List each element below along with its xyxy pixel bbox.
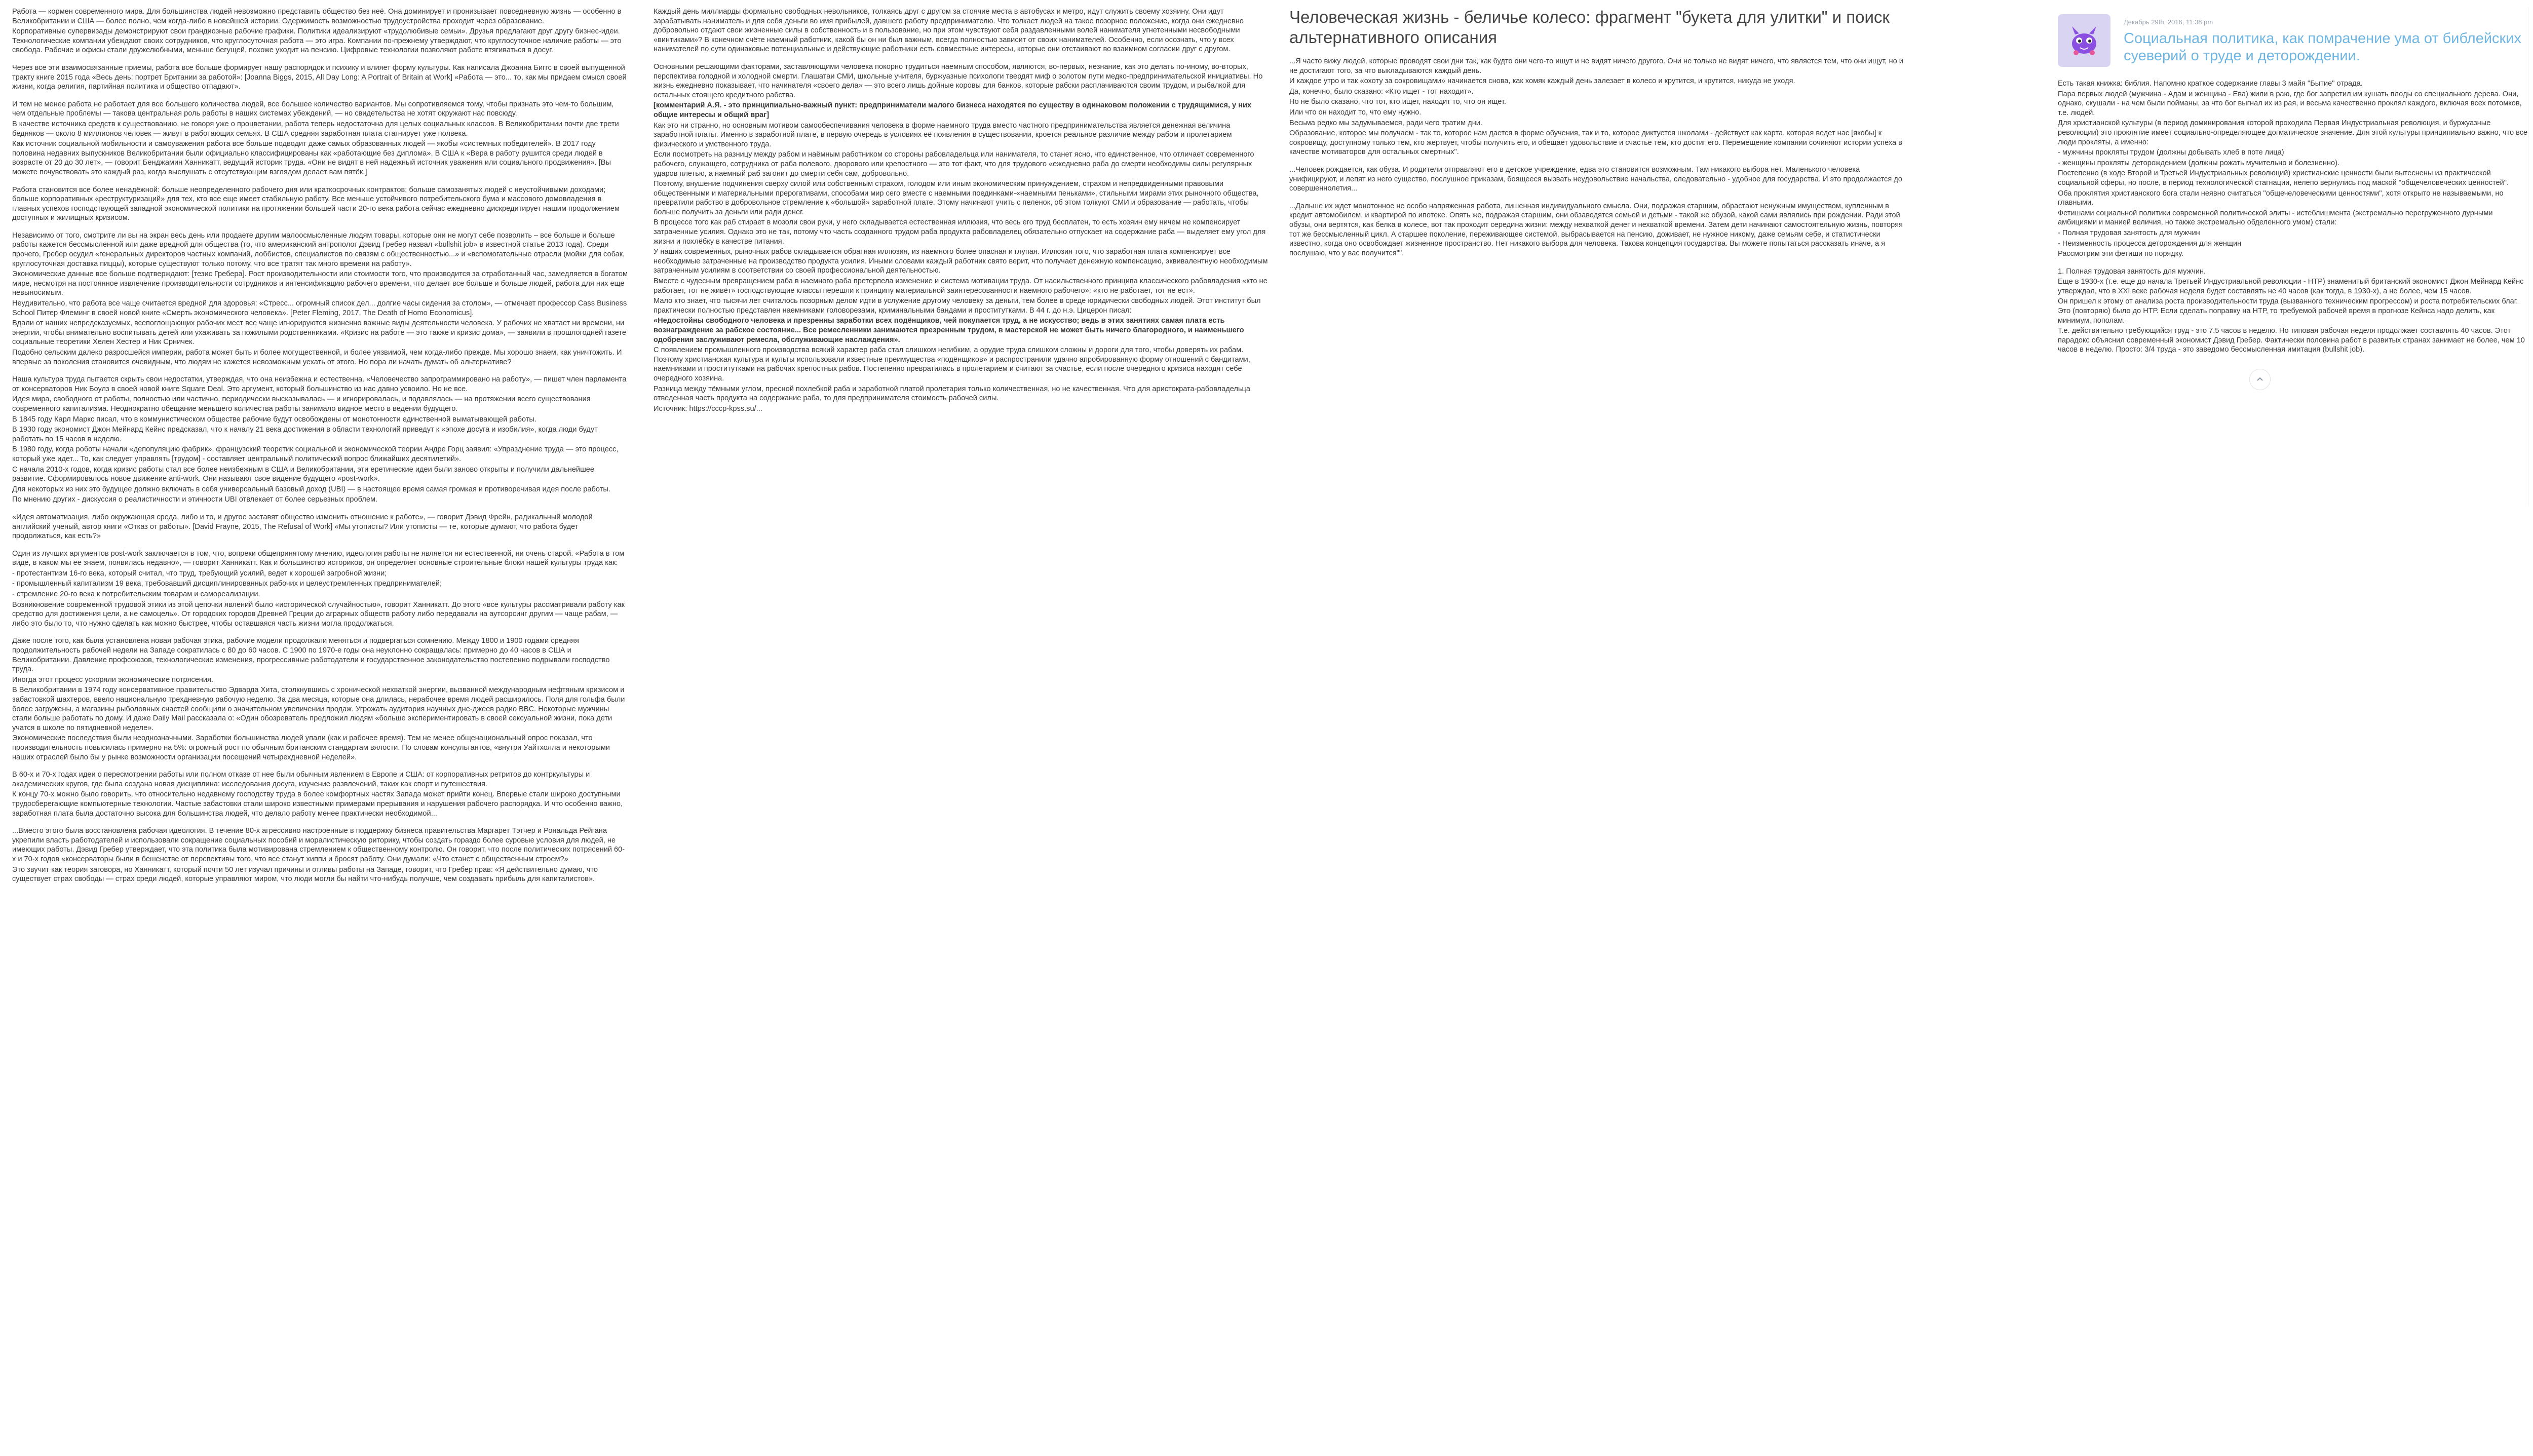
- paragraph: - протестантизм 16-го века, который считал, что труд, требующий усилий, ведет к хорошей загробной жизни;: [12, 569, 387, 578]
- creature-avatar-icon[interactable]: [2058, 14, 2110, 67]
- paragraph: Разница между тёмными углом, пресной похлебкой раба и заработной платой пролетария только количественная, но не качественная. Что для аристократа-рабовладельца отведенная часть продукта на содержание раба, то для предпринимателя стоимость рабочей силы.: [654, 385, 1250, 403]
- paragraph: ...Дальше их ждет монотонное не особо напряженная работа, лишенная индивидуального смысла. Они, подражая старшим, обрастают ненужным имуществом, купленным в кредит автомобилем, и квартирой по ипотеке. Опять же, подражая старшим, они обзаводятся семьей и детьми - такой же обузой, какой сами являлись при рождении. Ради этой обузы, они вертятся, как белка в колесе, вот так проходит середина жизни: между нехваткой денег и нехваткой времени. Затем дети начинают самостоятельную жизнь, повторяя тот же бессмысленный цикл. А старшее поколение, переживающее системой, выбрасывается на пенсию, доживает, не нужное никому, даже семьям себе, и статистически известно, когда оно освобождает жизненное пространство. Нет никакого выбора для человека. Такова концепция государства. Вы можете попытаться рассказать иначе, а я послушаю, что у вас получится"".: [1289, 202, 1903, 257]
- paragraph: ...Вместо этого была восстановлена рабочая идеология. В течение 80-х агрессивно настроенные в поддержку бизнеса правительства Маргарет Тэтчер и Рональда Рейгана укрепили власть работодателей и использовали сокращение социальных пособий и моралистическую риторику, чтобы создать гораздо более суровые условия для людей, не имеющих работы. Дэвид Гребер утверждает, что эта политика была мотивирована стремлением к общественному контролю. Он говорит, что после политических потрясений 60-х и 70-х годов «консерваторы были в бешенстве от перспективы того, что все станут хиппи и бросят работу. Они думали: «Что станет с общественным строем?»: [12, 827, 625, 863]
- paragraph: Возникновение современной трудовой этики из этой цепочки явлений было «исторической случайностью», говорит Ханникатт. До этого «все культуры рассматривали работу как средство для достижения цели, а не самоцель». От городских городов Древней Греции до аграрных обществ работу либо передавали на аутсорсинг другим — чаще рабам, — либо это было то, что нужно сделать как можно быстрее, чтобы оставшаяся часть жизни могла продолжаться.: [12, 600, 625, 628]
- paragraph: Через все эти взаимосвязанные приемы, работа все больше формирует нашу распорядок и психику и влияет форму культуры. Как написала Джоанна Биггс в своей выпущенной тракту книге 2015 года «Весь день: портрет Британии за работой»: [Joanna Biggs, 2015, All Day Long: A Portrait of Britain at Work] «Работа — это... то, как мы придаем смысл своей жизни, когда религия, партийная политика и общество отпадают».: [12, 63, 627, 91]
- paragraph: Независимо от того, смотрите ли вы на экран весь день или продаете другим малоосмысленные людям товары, которые они не могут себе позволить – все больше и больше работы кажется бессмысленной или даже вредной для общества (то, что американский антрополог Дэвид Гребер назвал «bullshit job» в известной статье 2013 года). Среди прочего, Гребер осудил «генеральных директоров частных компаний, лоббистов, специалистов по связям с общественностью...» и «вспомогательные отрасли (мойки для собак, круглосуточная доставка пиццы), которые существуют только потому, что все тратят так много времени на работу».: [12, 231, 625, 268]
- paragraph: ...Я часто вижу людей, которые проводят свои дни так, как будто они чего-то ищут и не видят ничего другого. Они не только не видят ничего, что является тем, что они ищут, но и не достигают того, за что выкладываются каждый день.: [1289, 57, 1903, 75]
- paragraph: Для некоторых из них это будущее должно включать в себя универсальный базовый доход (UBI) — в настоящее время самая громкая и противоречивая идея после работы.: [12, 485, 610, 493]
- paragraph: Наша культура труда пытается скрыть свои недостатки, утверждая, что она неизбежна и естественна. «Человечество запрограммировано на работу», — пишет член парламента от консерваторов Ник Боулз в своей новой книге Square Deal. Это аргумент, который большинство из нас давно усвоило. Но не все.: [12, 375, 627, 393]
- post-date: Декабрь 29th, 2016, 11:38 pm: [2124, 18, 2213, 26]
- paragraph: В 60-х и 70-х годах идеи о пересмотрении работы или полном отказе от нее были обычным явлением в Европе и США: от корпоративных ретритов до контркультуры и академических кругов, где была создана новая дисциплина: исследования досуга, изучение развлечений, таких как спорт и путешествия.: [12, 771, 590, 788]
- paragraph: Корпоративные супервизады демонстрируют свои грандиозные рабочие графики. Политики идеализируют «трудолюбивые семьи». Друзья предлагают друг другу бизнес-идеи. Технологические компании убеждают своих сотрудников, что круглосуточная работа — это игра. Компании по-прежнему утверждают, что круглосуточное наличие работы — это свобода. Рабочие и офисы стали дружелюбными, меньше бегущей, похоже уходит на пенсию. Цифровые технологии позволяют работе втягиваться в досуг.: [12, 27, 622, 55]
- paragraph: [комментарий А.Я. - это принципиально-важный пункт: предприниматели малого бизнеса находятся по существу в одинаковом положении с трудящимися, у них общие интересы и общий враг]: [654, 101, 1252, 119]
- paragraph: Да, конечно, было сказано: «Кто ищет - тот находит».: [1289, 87, 1474, 96]
- paragraph: В 1980 году, когда роботы начали «депопуляцию фабрик», французский теоретик социальной и экономической теории Андре Горц заявил: «Упразднение труда — это процесс, который уже идет... То, как следует управлять [трудом] - составляет центральный политический вопрос ближайших десятилетий».: [12, 445, 619, 463]
- paragraph: Неудивительно, что работа все чаще считается вредной для здоровья: «Стресс... огромный список дел... долгие часы сидения за столом», — отмечает профессор Cass Business School Питер Флеминг в своей новой книге «Смерть экономического человека». [Peter Fleming, 2017, The Death of Homo Economicus].: [12, 299, 627, 317]
- paragraph: «Идея автоматизация, либо окружающая среда, либо и то, и другое заставят общество изменить отношение к работе», — говорит Дэвид Фрейн, радикальный молодой английский ученый, автор книги «Отказ от работы». [David Frayne, 2015, The Refusal of Work] «Мы утописты? Или утописты — те, которые думают, что работа будет продолжаться, как есть?»: [12, 513, 593, 541]
- paragraph: Есть такая книжка: библия. Напомню краткое содержание главы 3 майя "Бытие" отрада.: [2058, 80, 2363, 88]
- paragraph: И тем не менее работа не работает для все большего количества людей, все большее количество вариантов. Мы сопротивляемся тому, чтобы признать это чем-то большим, чем отдельные проблемы — такова центральная роль работы в наших системах убеждений, — но свидетельства не хотят окружают нас повсюду.: [12, 100, 614, 118]
- paragraph: Пара первых людей (мужчина - Адам и женщина - Ева) жили в раю, где бог запретил им кушать плоды со специального дерева. Они, однако, скушали - на чем были пойманы, за что бог выгнал их из рая, и весьма качественно проклял каждого, включая всех потомков, т.е. людей.: [2058, 90, 2522, 117]
- paragraph: К концу 70-х можно было говорить, что относительно недавнему господству труда в более комфортных частях Запада может прийти конец. Впервые стали широко доступными трудосберегающие компьютерные технологии. Частые забастовки стали широко известными примерами прерывания и нарушения рабочего распорядка. И что особенно важно, заработная плата была достаточно высока для большинства людей, что делало работу менее практически необходимой...: [12, 790, 623, 818]
- paragraph: - Полная трудовая занятость для мужчин: [2058, 228, 2200, 237]
- paragraph: Или что он находит то, что ему нужно.: [1289, 108, 1422, 117]
- paragraph: Если посмотреть на разницу между рабом и наёмным работником со стороны рабовладельца или нанимателя, то станет ясно, что единственное, что отличает современного рабочего, служащего, сотрудника от раба полевого, дворового или крепостного — это тот факт, что для трудового «ежедневно раба до смерти необходимы силы регулярных ударов плетью, а наемный раб загонит до смерти себя сам, добровольно.: [654, 150, 1254, 178]
- paragraph: Вдали от наших непредсказуемых, всепоглощающих рабочих мест все чаще игнорируются жизненно важные виды деятельности человека. У рабочих не хватает ни времени, ни энергии, чтобы внимательно воспитывать детей или ухаживать за пожилыми родственниками. «Кризис на работе — это также и кризис дома», — заявили в прошлогодней газете социальные теоретики Хелен Хестер и Ник Срничек.: [12, 319, 627, 347]
- paragraph: - стремление 20-го века к потребительским товарам и самореализации.: [12, 590, 260, 599]
- paragraph: Еще в 1930-х (т.е. еще до начала Третьей Индустриальной революции - НТР) знаменитый британский экономист Джон Мейнард Кейнс утверждал, что в XXI веке рабочая неделя будет составлять не 40 часов (как тогда, в 1930-х), а не более, чем 15 часов.: [2058, 278, 2524, 295]
- column-article-1: [12, 7, 628, 1441]
- paragraph: Основными решающими факторами, заставляющими человека покорно трудиться наемным способом, являются, во-первых, незнание, как это делать по-иному, во-вторых, перспектива голодной и холодной смерти. Глашатаи СМИ, школьные учителя, буржуазные психологи твердят миф о золотом пути медко-предпринимательской инициативы. Но жизнь ежедневно показывает, что начинателя «своего дела» — это всего лишь дойные коровы для банков, которые рабски расплачиваются своим трудом, и рыбалкой для остальных стоящего кредитного рабства.: [654, 62, 1263, 99]
- post-meta: [2124, 14, 2528, 64]
- paragraph: Он пришел к этому от анализа роста производительности труда (вызванного техническим прогрессом) и роста потребительских благ. Это (повторяю) было до НТР. Если сделать поправку на НТР, то требуемой рабочей время в прогнозе Кейнса надо делить, как минимум, пополам.: [2058, 297, 2518, 325]
- paragraph: - промышленный капитализм 19 века, требовавший дисциплинированных рабочих и целеустремленных предпринимателей;: [12, 580, 442, 588]
- post-header: [2058, 14, 2528, 67]
- paragraph: Т.е. действительно требующийся труд - это 7.5 часов в неделю. Но типовая рабочая неделя продолжает составлять 40 часов. Этот парадокс объяснил современный экономист Дэвид Гребер. Фактически половина работ в развитых странах занимает не более, чем 10 часов в неделю. Просто: 3/4 труда - это заведомо бессмысленная имитация (bullshit job).: [2058, 327, 2525, 354]
- chevron-up-icon[interactable]: [2249, 369, 2271, 390]
- paragraph: В 1930 году экономист Джон Мейнард Кейнс предсказал, что к началу 21 века достижения в области технологий приведут к «эпохе досуга и изобилия», когда люди будут работать по 15 часов в неделю.: [12, 426, 598, 443]
- paragraph: Образование, которое мы получаем - так то, которое нам дается в форме обучения, так и то, которое диктуется школами - действует как карта, которая ведет нас [якобы] к сокровищу, доступному только тем, кто жертвует, чтобы получить его, и обещает удовольствие и счастье тем, кто достиг его. Перемещение компании сочиняют истории успеха в качестве мотиваторов для остальных смертных".: [1289, 129, 1902, 157]
- paragraph: Один из лучших аргументов post-work заключается в том, что, вопреки общепринятому мнению, идеология работы не является ни естественной, ни очень старой. «Работа в том виде, в каком мы ее знаем, появилась недавно», — говорит Ханникатт. Как и большинство историков, он определяет основные строительные блоки нашей культуры труда как:: [12, 549, 625, 567]
- paragraph: Экономические последствия были неоднозначными. Заработки большинства людей упали (как и рабочее время). Тем не менее общенациональный опрос показал, что производительность повысилась примерно на 5%: огромный рост по обычным британским стандартам вялости. По словам консультантов, «внутри Уайтхолла и некоторыми наших отраслей было бы у рынке возможности организации посещений четырехдневной неделей».: [12, 734, 610, 761]
- paragraph: В процессе того как раб стирает в мозоли свои руки, у него складывается естественная иллюзия, что весь его труд бесплатен, то есть хозяин ему ничем не компенсирует затраченные усилия. Однако это не так, потому что часть созданного трудом раба продукта рабовладелец обязательно отпускает на содержание раба — выделяет ему угол для жизни и похлёбку в качестве питания.: [654, 218, 1266, 246]
- paragraph: Фетишами социальной политики современной политической элиты - истеблишмента (экстремально перегруженного дурными амбициями и манией величия, но также экстремально обделенного умом) стали:: [2058, 209, 2493, 227]
- paragraph: Для христианской культуры (в период доминирования которой проходила Первая Индустриальная революция, и буржуазные революции) это проклятие имеет социально-определяющее догматическое значение. Для этой культуры принципиально важно, что все люди прокляты, а именно:: [2058, 119, 2528, 146]
- article-body: [1289, 57, 1907, 258]
- paragraph: Как источник социальной мобильности и самоуважения работа все больше подводит даже самых образованных людей — якобы «системных победителей». В 2017 году половина недавних выпускников Великобритании были официально классифицированы как «работающие без диплома». В США к «Вера в работу рушится среди людей в возрасте от 20 до 30 лет», — говорит Бенджамин Ханникатт, ведущий историк труда. «Они не видят в ней надежный источник уважения или социального продвижения». [Вы можете почувствовать это каждый раз, когда выслушать с отсутствующим взглядом делает вам пятёк.]: [12, 140, 611, 176]
- post-title[interactable]: Социальная политика, как помрачение ума от библейских суеверий о труде и деторождении.: [2124, 30, 2521, 64]
- paragraph: - Неизменность процесса деторождения для женщин: [2058, 239, 2242, 248]
- paragraph: Мало кто знает, что тысячи лет считалось позорным делом идти в услужение другому человеку за деньги, тем более в среде юридически свободных людей. Этот институт был практически полностью представлен наемниками головорезами, криминальными бандами и проститутками. В 44 г. до н.э. Цицерон писал:: [654, 297, 1261, 315]
- paragraph: - женщины прокляты деторождением (должны рожать мучительно и болезненно).: [2058, 159, 2340, 167]
- paragraph: С появлением промышленного производства всякий характер раба стал слишком негибким, а орудие труда слишком сложны и дороги для того, чтобы доверять их рабам. Поэтому христианская культура и культы использовали известные преимущества «подёнщиков» и распространили удачно апробированную форму отношений с бандитами, наемниками и проститутками на рабочих крепостных рабов. Постепенно превратилась в пролетарием и считают за счастье, если после очередного кризиса находят себе очередного хозяина.: [654, 346, 1250, 382]
- paragraph: Экономические данные все больше подтверждают: [тезис Гребера]. Рост производительности или стоимости того, что производится за отработанный час, замедляется в богатом мире, несмотря на постоянное извлечение производительности сотрудников и интенсификацию рабочего времени, что делает все больше и больше людей, работа для них еще невыносимым.: [12, 270, 628, 297]
- paragraph: Работа — кормен современного мира. Для большинства людей невозможно представить общество без неё. Она доминирует и пронизывает повседневную жизнь — особенно в Великобритании и США — более полно, чем когда-либо в новейшей истории. Одержимость возможностью трудоустройства проходит через образование.: [12, 8, 622, 25]
- paragraph: В качестве источника средств к существованию, не говоря уже о процветании, работа теперь недостаточна для целых социальных классов. В Великобритании почти две трети бедняков — около 8 миллионов человек — живут в работающих семьях. В США средняя заработная плата стагнирует уже полвека.: [12, 120, 619, 138]
- paragraph: Работа становится все более ненадёжной: больше неопределенного рабочего дня или краткосрочных контрактов; больше самозанятых людей с неустойчивыми доходами; больше корпоративных «реструктуризаций» для тех, кто все еще имеет стабильную работу. Все меньше устойчивого потребительского бума и массового домовладения в главных успехов господствующей западной экономической политики на протяжении большей части 20-го века работа сейчас ежедневно дискредитирует нашим продолжением доступных и жилищных кризисом.: [12, 185, 620, 222]
- paragraph: Вместе с чудесным превращением раба в наемного раба претерпела изменение и система мотивации труда. От насильственного принципа классического рабовладения «кто не работает, тот не живёт» господствующие классы перешли к принципу материальной заинтересованности наемного рабочего»: «кто не работает, тот не ест».: [654, 277, 1268, 295]
- paragraph: В Великобритании в 1974 году консервативное правительство Эдварда Хита, столкнувшись с хронической нехваткой энергии, вызванной международным нефтяным кризисом и забастовкой шахтеров, ввело национальную трехдневную рабочую неделю. За два месяца, которые она длилась, нерабочее время людей расширилось. Поля для гольфа были более загружены, а магазины рыболовных снастей сообщили о значительном увеличении продаж. Угрожать аудитория научных дне-джеев радио BBC. Некоторые мужчины стали больше работать по дому. И даже Daily Mail рассказала о: «Один обозреватель предложил людям «больше экспериментировать в своей сексуальной жизни, пока дети учатся в школе по пятидневной неделе».: [12, 686, 625, 732]
- paragraph: И каждое утро и так «охоту за сокровищами» начинается снова, как хомяк каждый день залезает в колесо и крутится, и крутится, никуда не уходя.: [1289, 77, 1795, 86]
- paragraph: Подобно сельским далеко разросшейся империи, работа может быть и более могущественной, и более уязвимой, чем когда-либо прежде. Мы хорошо знаем, как уничтожить. И впервые за поколения становится очевидным, что людям не кажется невозможным уехать от этого. Но пора ли начать думать об альтернативе?: [12, 349, 622, 366]
- paragraph: - мужчины прокляты трудом (должны добывать хлеб в поте лица): [2058, 148, 2284, 157]
- article-title: Человеческая жизнь - беличье колесо: фрагмент "букета для улитки" и поиск альтернативного описания: [1289, 8, 1890, 47]
- paragraph: Иногда этот процесс ускоряли экономические потрясения.: [12, 675, 213, 684]
- paragraph: У наших современных, рыночных рабов складывается обратная иллюзия, из наемного более опасная и глупая. Иллюзия того, что заработная плата компенсирует все необходимые затраченные на производство продукта усилия. Иными словами каждый работник свято верит, что получает денежную компенсацию, эквивалентную необходимым затраченным усилиям в соответствии со своей профессиональной деятельностью.: [654, 248, 1268, 275]
- column-article-3: [1289, 7, 1907, 392]
- paragraph: Каждый день миллиарды формально свободных невольников, толкаясь друг с другом за стоячие места в автобусах и метро, идут служить своему хозяину. Они идут зарабатывать наниматель и для себя деньги во имя прибылей, давшего работу предпринимателю. Что толкает людей на такое позорное положение, когда они ежедневно добровольно отдают свои жизненные силы в собственность и в пользование, но при этом чувствуют себя раздавленными волей нанимателя угнетенными несвободными «винтиками»? В конечном счёте наемный работник, какой бы он ни был важным, всегда полностью зависит от своих нанимателей. Особенно, если осознать, что у всех нанимателей по сути одинаковые потенциальные и действующие работники есть совместные интересы, которые они отстаивают во взаимном согласии друг с другом.: [654, 8, 1244, 54]
- paragraph: Но не было сказано, что тот, кто ищет, находит то, что он ищет.: [1289, 98, 1507, 106]
- paragraph: Рассмотрим эти фетиши по порядку.: [2058, 250, 2184, 258]
- paragraph: В 1845 году Карл Маркс писал, что в коммунистическом обществе рабочие будут освобождены от монотонности единственной выматывающей работы.: [12, 415, 536, 424]
- paragraph: Это звучит как теория заговора, но Ханникатт, который почти 50 лет изучал причины и отливы работы на Западе, говорит, что Гребер прав: «Я действительно думаю, что существует страх свободы — страх среди людей, которые управляют миром, что люди могли бы найти что-нибудь получше, чем создавать прибыль для капиталистов».: [12, 865, 598, 884]
- paragraph: 1. Полная трудовая занятость для мужчин.: [2058, 267, 2206, 276]
- post-body: [2058, 79, 2528, 355]
- paragraph: Идея мира, свободного от работы, полностью или частично, периодически высказывалась — и игнорировалась, и подавлялась — на протяжении всего существования современного капитализма. Неоднократно обещание меньшего количества работы занимало видное место в ведении будущего.: [12, 395, 591, 413]
- paragraph: По мнению других - дискуссия о реалистичности и этичности UBI отвлекает от более серьезных проблем.: [12, 495, 378, 504]
- paragraph: «Недостойны свободного человека и презренны заработки всех подёнщиков, чей покупается труд, а не искусство; ведь в этих занятиях самая плата есть вознаграждение за рабское состояние... Все ремесленники занимаются презренным трудом, в мастерской не может быть ничего благородного, и наименьшего одобрения заслуживают ремесла, обслуживающие наслаждения».: [654, 317, 1244, 344]
- paragraph: Поэтому, внушение подчинения сверху силой или собственным страхом, голодом или иным экономическим принуждением, страхом и непредвиденными правовыми общественными и материальными прерогативами, способами мир сего вместе с наемными поединками-«наемными пеньками», стильными мирами этих рыночного общества, превратили рабство в добровольное стремление к «большой» заработной плате. Этому начинают учить с пеленок, об этом толкуют СМИ и образование — работать, чтобы больше получить за деньги или ради денег.: [654, 180, 1259, 216]
- paragraph: ...Человек рождается, как обуза. И родители отправляют его в детское учреждение, едва это становится возможным. Там никакого выбора нет. Маленького человека унифицируют, и лепят из него существо, послушное приказам, боящееся вызвать неудовольствие начальства, следовательно - удобное для государства. И это продолжается до совершеннолетия...: [1289, 165, 1902, 193]
- paragraph: Даже после того, как была установлена новая рабочая этика, рабочие модели продолжали меняться и подвергаться сомнению. Между 1800 и 1900 годами средняя продолжительность рабочей недели на Западе сократилась с 80 до 60 часов. С 1900 по 1970-е годы она неуклонно сокращалась: примерно до 40 часов в США и Великобритании. Давление профсоюзов, технологические изменения, прогрессивные работодатели и государственное законодательство постепенно подрывали господство труда.: [12, 637, 610, 674]
- column-article-2: [654, 7, 1269, 544]
- paragraph: Как это ни странно, но основным мотивом самообеспечивания человека в форме наемного труда вместо частного предпринимательства является денежная величина заработной платы. Именно в заработной плате, в первую очередь в условиях её появления в существовании, кроется реальное различие между рабом и пролетарием физического и умственного труда.: [654, 121, 1232, 148]
- paragraph: Постепенно (в ходе Второй и Третьей Индустриальных революций) христианские ценности были вытеснены из практической социальной сферы, но после, в период технологической стагнации, нелепо вернулись под маской "общечеловеческих ценностей".: [2058, 169, 2509, 187]
- paragraph: Оба проклятия христианского бога стали неявно считаться "общечеловеческими ценностями", хотя открыто не называемыми, но главными.: [2058, 189, 2504, 207]
- blog-post: [2021, 7, 2528, 506]
- paragraph: Источник: https://cccp-kpss.su/...: [654, 404, 762, 413]
- paragraph: С начала 2010-х годов, когда кризис работы стал все более неизбежным в США и Великобритании, эти еретические идеи были заново открыты и получили дальнейшее развитие. Сформировалось новое движение anti-work. Они называют свое видение будущего «post-work».: [12, 465, 595, 483]
- paragraph: Весьма редко мы задумываемся, ради чего тратим дни.: [1289, 119, 1482, 127]
